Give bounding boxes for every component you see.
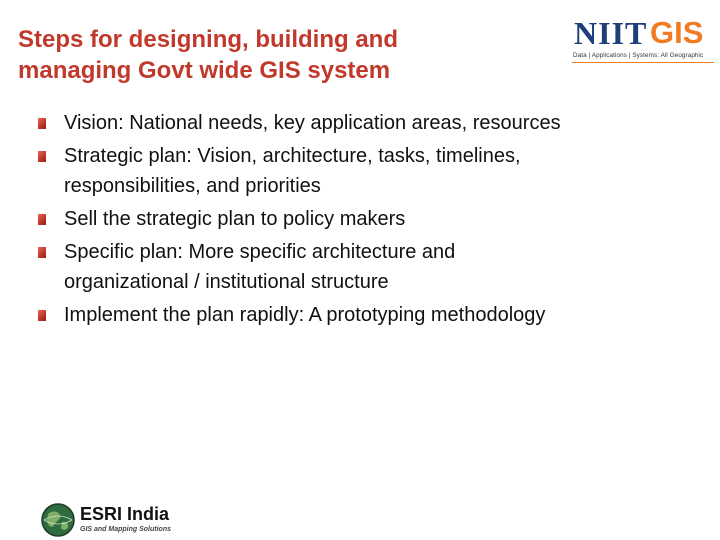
bullet-text: Vision: National needs, key application areas, resources [64, 112, 561, 134]
esri-india-logo [40, 502, 210, 538]
bullet-item [38, 204, 698, 234]
bullet-item [38, 300, 698, 330]
slide-title-line: managing Govt wide GIS system [18, 57, 391, 85]
bullet-marker-icon [38, 310, 46, 321]
niit-wordmark-text: NIIT [574, 15, 648, 51]
bullet-marker-icon [38, 151, 46, 162]
bullet-text: Implement the plan rapidly: A prototyping methodology [64, 304, 546, 326]
niit-gis-logo [572, 16, 714, 68]
bullet-text: Specific plan: More specific architecture and [64, 241, 456, 263]
slide-title-line: Steps for designing, building and [18, 26, 398, 54]
esri-india-name: ESRI India [80, 504, 170, 524]
bullet-list [38, 108, 698, 333]
bullet-text-continued: organizational / institutional structure [64, 271, 389, 293]
bullet-item [38, 237, 698, 297]
esri-india-subtitle: GIS and Mapping Solutions [80, 526, 171, 533]
globe-icon [40, 502, 76, 538]
bullet-text-continued: responsibilities, and priorities [64, 175, 321, 197]
bullet-item [38, 141, 698, 201]
bullet-text: Strategic plan: Vision, architecture, tasks, timelines, [64, 145, 521, 167]
bullet-text: Sell the strategic plan to policy makers [64, 208, 406, 230]
bullet-marker-icon [38, 214, 46, 225]
logo-tagline: Data | Applications | Systems: All Geographic [573, 52, 704, 59]
logo-rule [572, 62, 714, 63]
bullet-marker-icon [38, 118, 46, 129]
gis-wordmark-text: GIS [650, 15, 704, 50]
bullet-item [38, 108, 698, 138]
slide-title [18, 24, 518, 86]
bullet-marker-icon [38, 247, 46, 258]
